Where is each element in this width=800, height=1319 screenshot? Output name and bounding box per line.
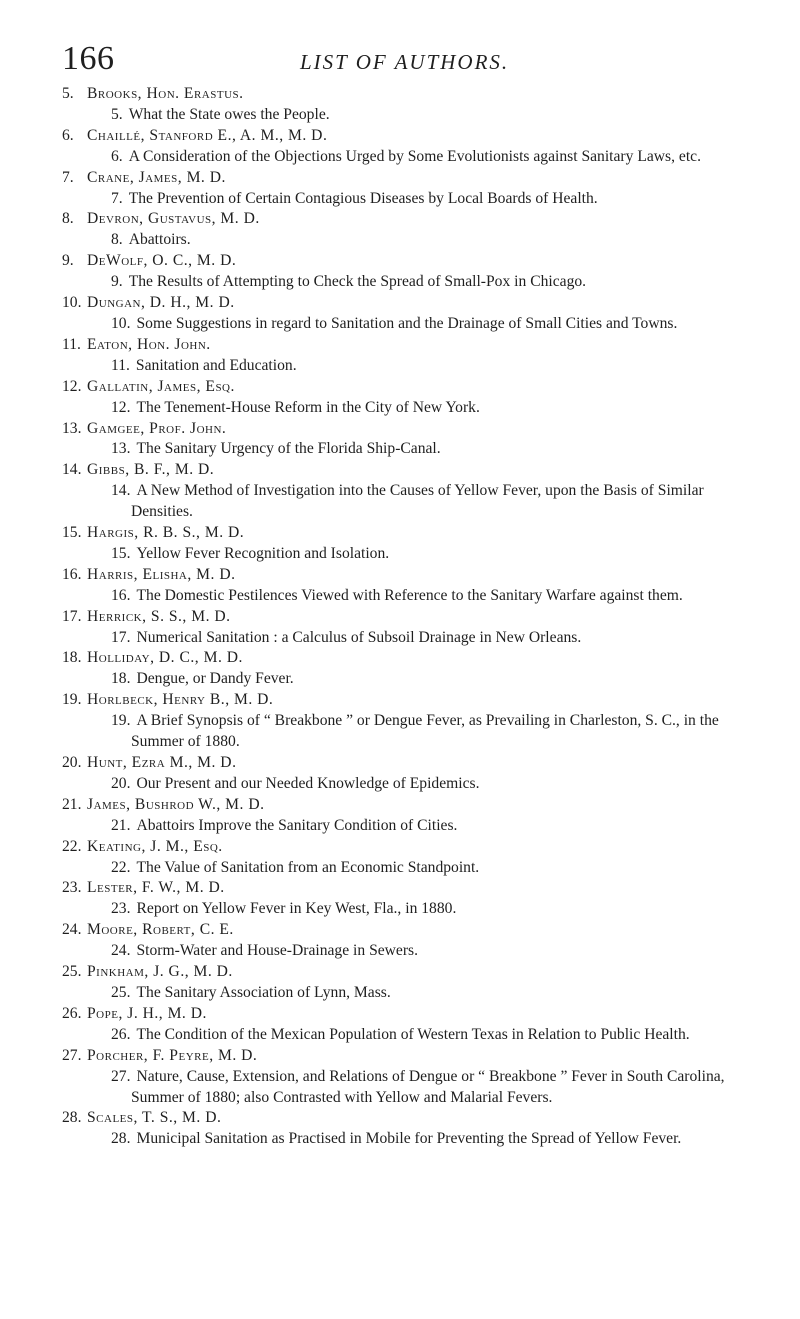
author-line (62, 648, 742, 669)
paper-title-line (62, 230, 742, 251)
author-line (62, 1004, 742, 1025)
entry-number: 22. (62, 837, 82, 855)
paper-title-line (62, 398, 742, 419)
paper-number: 7. (111, 189, 123, 207)
paper-title: The Condition of the Mexican Population of Western Texas in Relation to Public Health. (136, 1025, 690, 1043)
entry-number: 27. (62, 1046, 82, 1064)
paper-title: Numerical Sanitation : a Calculus of Subsoil Drainage in New Orleans. (136, 628, 582, 646)
author-line (62, 1108, 742, 1129)
author-name: Devron, Gustavus, M. D. (87, 210, 260, 228)
paper-title-wrap (111, 983, 742, 1004)
paper-title-wrap (111, 481, 742, 523)
paper-title: Yellow Fever Recognition and Isolation. (136, 544, 390, 562)
list-item (62, 648, 742, 690)
entry-number: 13. (62, 419, 82, 437)
paper-title-line (62, 711, 742, 753)
paper-number: 9. (111, 273, 123, 291)
paper-title: Our Present and our Needed Knowledge of Epidemics. (136, 774, 480, 792)
paper-title-wrap (111, 586, 742, 607)
author-line (62, 1046, 742, 1067)
list-item (62, 795, 742, 837)
author-name: Pope, J. H., M. D. (87, 1004, 207, 1022)
paper-title-line (62, 983, 742, 1004)
paper-number: 26. (111, 1025, 131, 1043)
author-name: Crane, James, M. D. (87, 168, 226, 186)
entry-number: 9. (62, 252, 74, 270)
author-line (62, 168, 742, 189)
paper-number: 15. (111, 544, 131, 562)
paper-title-line (62, 314, 742, 335)
entry-number: 26. (62, 1004, 82, 1022)
author-line (62, 460, 742, 481)
paper-title: Abattoirs Improve the Sanitary Condition of Cities. (136, 816, 458, 834)
entry-number: 7. (62, 168, 74, 186)
paper-title-line (62, 628, 742, 649)
author-name: Hunt, Ezra M., M. D. (87, 754, 237, 771)
paper-title: What the State owes the People. (128, 105, 330, 123)
list-item (62, 293, 742, 335)
list-item (62, 251, 742, 293)
entry-number: 25. (62, 963, 82, 981)
paper-number: 16. (111, 586, 131, 604)
paper-title: The Domestic Pestilences Viewed with Reference to the Sanitary Warfare against them. (136, 586, 683, 604)
paper-number: 18. (111, 670, 131, 688)
entry-number: 15. (62, 524, 82, 542)
list-item (62, 837, 742, 879)
paper-title: The Results of Attempting to Check the Spread of Small-Pox in Chicago. (128, 273, 587, 291)
paper-number: 6. (111, 147, 123, 165)
paper-number: 21. (111, 816, 131, 834)
list-item (62, 962, 742, 1004)
paper-title-line (62, 586, 742, 607)
author-name: Harris, Elisha, M. D. (87, 565, 236, 583)
author-name: Keating, J. M., Esq. (87, 837, 223, 855)
entry-number: 24. (62, 921, 82, 939)
list-item (62, 335, 742, 377)
entry-number: 19. (62, 691, 82, 709)
list-item (62, 565, 742, 607)
list-item (62, 126, 742, 168)
author-line (62, 690, 742, 711)
author-line (62, 837, 742, 858)
paper-title: The Tenement-House Reform in the City of New York. (136, 398, 480, 416)
paper-title-line (62, 147, 742, 168)
entry-number: 21. (62, 795, 82, 813)
entry-number: 8. (62, 210, 74, 228)
paper-title-wrap (111, 941, 742, 962)
author-line (62, 293, 742, 314)
paper-number: 27. (111, 1067, 131, 1085)
list-item (62, 377, 742, 419)
paper-title: A Brief Synopsis of “ Breakbone ” or Dengue Fever, as Prevailing in Charleston, S. C., in the Summer of 1880. (131, 712, 719, 751)
paper-title-wrap (111, 439, 742, 460)
paper-title-line (62, 105, 742, 126)
paper-title-line (62, 1025, 742, 1046)
entry-number: 10. (62, 294, 82, 312)
author-name: Brooks, Hon. Erastus. (87, 85, 244, 102)
paper-title-wrap (111, 774, 742, 795)
paper-title-wrap (111, 398, 742, 419)
paper-title-line (62, 941, 742, 962)
author-name: Gamgee, Prof. John. (87, 419, 227, 437)
list-item (62, 1108, 742, 1150)
list-item (62, 878, 742, 920)
list-item (62, 209, 742, 251)
list-item (62, 419, 742, 461)
list-item (62, 920, 742, 962)
author-name: Herrick, S. S., M. D. (87, 607, 231, 625)
paper-number: 13. (111, 440, 131, 458)
author-name: Eaton, Hon. John. (87, 335, 211, 353)
paper-title-line (62, 272, 742, 293)
list-item (62, 84, 742, 126)
paper-number: 20. (111, 774, 131, 792)
paper-title: Nature, Cause, Extension, and Relations of Dengue or “ Breakbone ” Fever in South Carolina, Summer of 1880; also Contrasted with Yellow and Malarial Fevers. (131, 1067, 725, 1106)
paper-title: Storm-Water and House-Drainage in Sewers. (136, 942, 419, 960)
paper-title-wrap (111, 105, 742, 126)
author-line (62, 920, 742, 941)
paper-title-wrap (111, 147, 742, 168)
paper-title-wrap (111, 899, 742, 920)
paper-number: 5. (111, 105, 123, 123)
running-head: LIST OF AUTHORS. (300, 50, 510, 74)
paper-title-wrap (111, 189, 742, 210)
list-item (62, 1046, 742, 1109)
entry-number: 5. (62, 85, 74, 102)
list-item (62, 460, 742, 523)
paper-title-line (62, 774, 742, 795)
entry-number: 17. (62, 607, 82, 625)
author-line (62, 84, 742, 105)
paper-number: 24. (111, 942, 131, 960)
paper-number: 12. (111, 398, 131, 416)
list-item (62, 607, 742, 649)
page-number: 166 (62, 40, 115, 77)
paper-number: 19. (111, 712, 131, 730)
paper-title-wrap (111, 356, 742, 377)
author-line (62, 335, 742, 356)
paper-title: Abattoirs. (128, 231, 191, 249)
paper-title-line (62, 1067, 742, 1109)
paper-title-wrap (111, 272, 742, 293)
author-line (62, 377, 742, 398)
author-line (62, 962, 742, 983)
entry-number: 23. (62, 879, 82, 897)
entry-number: 18. (62, 649, 82, 667)
paper-title: A Consideration of the Objections Urged by Some Evolutionists against Sanitary Laws, etc. (128, 147, 701, 165)
paper-number: 25. (111, 983, 131, 1001)
paper-title: The Value of Sanitation from an Economic Standpoint. (136, 858, 480, 876)
author-line (62, 607, 742, 628)
author-name: James, Bushrod W., M. D. (87, 795, 265, 813)
entry-number: 20. (62, 754, 82, 771)
paper-number: 11. (111, 356, 130, 374)
paper-title: A New Method of Investigation into the Causes of Yellow Fever, upon the Basis of Similar Densities. (131, 482, 704, 521)
paper-title-line (62, 669, 742, 690)
paper-title-wrap (111, 858, 742, 879)
author-name: Gibbs, B. F., M. D. (87, 461, 215, 479)
author-line (62, 251, 742, 272)
author-name: Pinkham, J. G., M. D. (87, 963, 233, 981)
paper-number: 14. (111, 482, 131, 500)
list-item (62, 690, 742, 753)
author-name: Holliday, D. C., M. D. (87, 649, 243, 667)
list-item (62, 523, 742, 565)
author-name: Gallatin, James, Esq. (87, 377, 235, 395)
paper-title-wrap (111, 669, 742, 690)
paper-title-line (62, 356, 742, 377)
author-name: Dungan, D. H., M. D. (87, 294, 235, 312)
paper-title-line (62, 481, 742, 523)
paper-title-wrap (111, 1025, 742, 1046)
author-list (62, 84, 742, 1150)
paper-title-wrap (111, 544, 742, 565)
paper-title-line (62, 816, 742, 837)
paper-number: 22. (111, 858, 131, 876)
author-name: Porcher, F. Peyre, M. D. (87, 1046, 258, 1064)
paper-title-wrap (111, 314, 742, 335)
author-name: Hargis, R. B. S., M. D. (87, 524, 245, 542)
author-name: Moore, Robert, C. E. (87, 921, 234, 939)
entry-number: 11. (62, 335, 81, 353)
paper-title: The Prevention of Certain Contagious Diseases by Local Boards of Health. (128, 189, 598, 207)
paper-title-wrap (111, 628, 742, 649)
list-item (62, 753, 742, 795)
paper-title-wrap (111, 230, 742, 251)
paper-title: The Sanitary Association of Lynn, Mass. (136, 983, 391, 1001)
paper-title-wrap (111, 1129, 742, 1150)
paper-number: 17. (111, 628, 131, 646)
author-name: Chaillé, Stanford E., A. M., M. D. (87, 126, 328, 144)
paper-title: Municipal Sanitation as Practised in Mobile for Preventing the Spread of Yellow Fever. (136, 1130, 682, 1148)
author-line (62, 878, 742, 899)
author-line (62, 126, 742, 147)
paper-title: The Sanitary Urgency of the Florida Ship-Canal. (136, 440, 441, 458)
paper-title-line (62, 189, 742, 210)
paper-title: Dengue, or Dandy Fever. (136, 670, 294, 688)
author-line (62, 753, 742, 774)
entry-number: 16. (62, 565, 82, 583)
paper-title-line (62, 439, 742, 460)
paper-number: 28. (111, 1130, 131, 1148)
author-line (62, 419, 742, 440)
paper-title-wrap (111, 1067, 742, 1109)
author-name: DeWolf, O. C., M. D. (87, 252, 237, 270)
paper-title-line (62, 544, 742, 565)
paper-number: 23. (111, 900, 131, 918)
paper-number: 10. (111, 314, 131, 332)
paper-title-line (62, 858, 742, 879)
list-item (62, 1004, 742, 1046)
author-name: Horlbeck, Henry B., M. D. (87, 691, 274, 709)
author-line (62, 565, 742, 586)
paper-title-line (62, 899, 742, 920)
paper-number: 8. (111, 231, 123, 249)
paper-title: Sanitation and Education. (135, 356, 297, 374)
entry-number: 28. (62, 1109, 82, 1127)
author-line (62, 795, 742, 816)
author-line (62, 209, 742, 230)
entry-number: 6. (62, 126, 74, 144)
list-item (62, 168, 742, 210)
paper-title: Report on Yellow Fever in Key West, Fla., in 1880. (136, 900, 457, 918)
paper-title-wrap (111, 816, 742, 837)
entry-number: 14. (62, 461, 82, 479)
author-name: Scales, T. S., M. D. (87, 1109, 222, 1127)
entry-number: 12. (62, 377, 82, 395)
paper-title-line (62, 1129, 742, 1150)
author-name: Lester, F. W., M. D. (87, 879, 225, 897)
author-line (62, 523, 742, 544)
paper-title: Some Suggestions in regard to Sanitation and the Drainage of Small Cities and Towns. (136, 314, 678, 332)
paper-title-wrap (111, 711, 742, 753)
